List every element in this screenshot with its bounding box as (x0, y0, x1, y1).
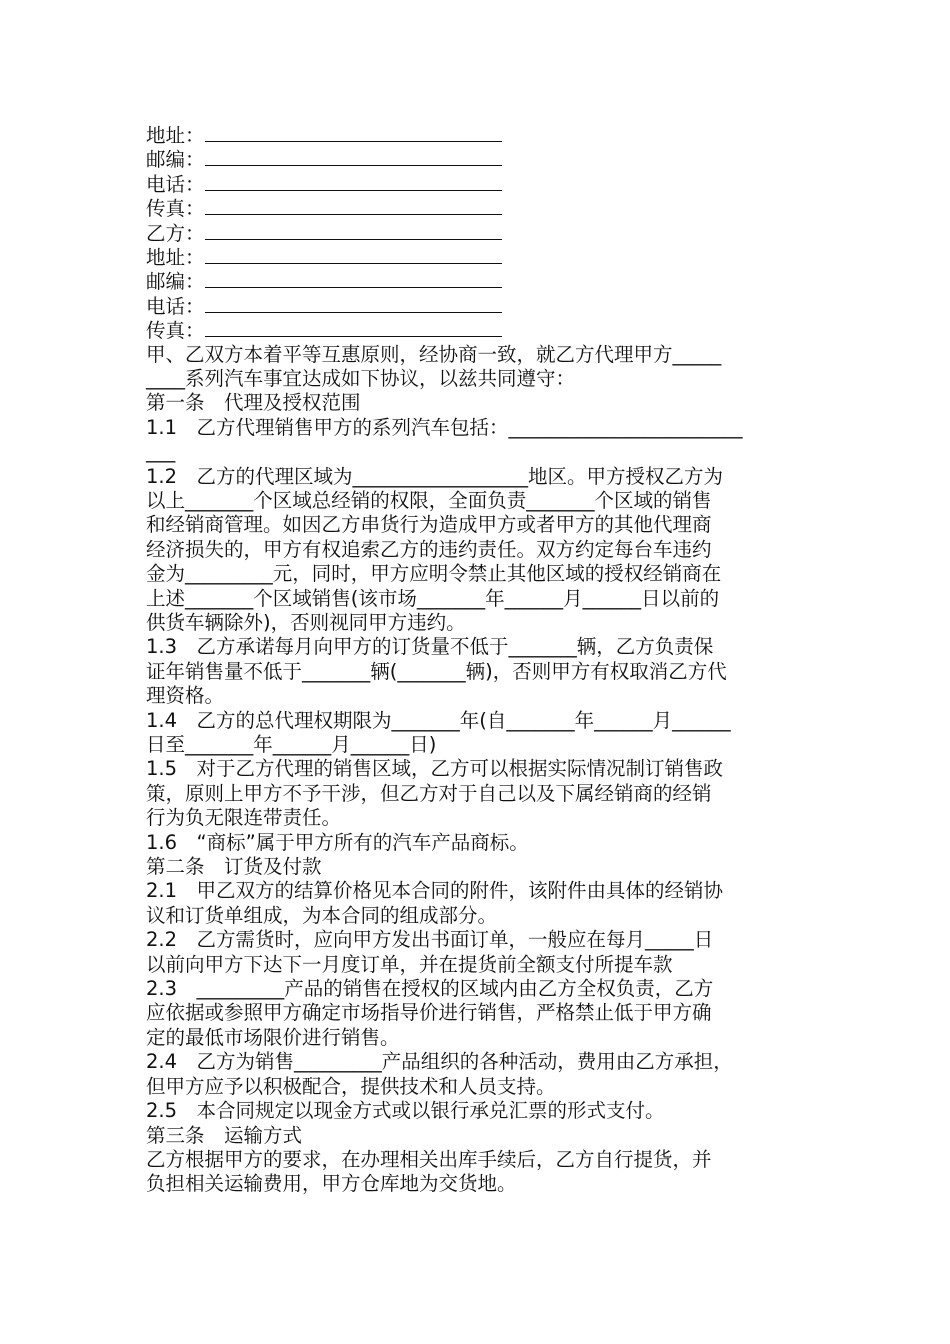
field-label: 邮编： (146, 148, 205, 172)
clause-line: 负担相关运输费用，甲方仓库地为交货地。 (146, 1172, 517, 1196)
clause-line: 但甲方应予以积极配合，提供技术和人员支持。 (146, 1074, 556, 1098)
clause-line: 行为负无限连带责任。 (146, 806, 342, 830)
article-heading: 第一条 代理及授权范围 (146, 391, 361, 415)
intro-line: ____系列汽车事宜达成如下协议，以兹共同遵守： (146, 366, 576, 390)
clause-line: 2.3 _________产品的销售在授权的区域内由乙方全权负责，乙方 (146, 977, 714, 1001)
field-label: 电话： (146, 294, 205, 318)
clause-line: 以上_______个区域总经销的权限，全面负责_______个区域的销售 (146, 488, 712, 512)
clause-line: ___ (146, 440, 176, 464)
field-label: 地址： (146, 124, 205, 147)
clause-line: 供货车辆除外)，否则视同甲方违约。 (146, 610, 466, 634)
clause-line: 1.5 对于乙方代理的销售区域，乙方可以根据实际情况制订销售政 (146, 757, 724, 781)
party-field-row (146, 123, 806, 147)
field-label: 传真： (146, 197, 205, 221)
field-label: 邮编： (146, 270, 205, 294)
article-heading: 第三条 运输方式 (146, 1123, 303, 1147)
party-field-row (146, 318, 806, 342)
clause-line: 2.5 本合同规定以现金方式或以银行承兑汇票的形式支付。 (146, 1099, 665, 1123)
clause-line: 理资格。 (146, 684, 225, 708)
intro-line: 甲、乙双方本着平等互惠原则，经协商一致，就乙方代理甲方_____ (146, 342, 722, 366)
fill-in-blank (205, 294, 502, 313)
clause-line: 1.3 乙方承诺每月向甲方的订货量不低于_______辆，乙方负责保 (146, 635, 714, 659)
clause-line: 应依据或参照甲方确定市场指导价进行销售，严格禁止低于甲方确 (146, 1001, 712, 1025)
clause-line: 日至_______年______月______日) (146, 733, 437, 757)
party-field-row (146, 172, 806, 196)
fill-in-blank (205, 147, 502, 166)
clause-line: 经济损失的，甲方有权追索乙方的违约责任。双方约定每台车违约 (146, 537, 712, 561)
party-field-row (146, 196, 806, 220)
clause-line: 证年销售量不低于_______辆(_______辆)，否则甲方有权取消乙方代 (146, 659, 727, 683)
fill-in-blank (205, 123, 502, 142)
clause-line: 策，原则上甲方不予干涉，但乙方对于自己以及下属经销商的经销 (146, 781, 712, 805)
field-label: 电话： (146, 172, 205, 196)
article-heading: 第二条 订货及付款 (146, 855, 322, 879)
clause-line: 2.1 甲乙双方的结算价格见本合同的附件，该附件由具体的经销协 (146, 879, 724, 903)
field-label: 地址： (146, 245, 205, 269)
party-field-row (146, 147, 806, 171)
clause-line: 以前向甲方下达下一月度订单，并在提货前全额支付所提车款 (146, 952, 673, 976)
party-field-row (146, 245, 806, 269)
party-field-row (146, 221, 806, 245)
clause-line: 1.6 “商标”属于甲方所有的汽车产品商标。 (146, 830, 529, 854)
party-field-row (146, 269, 806, 293)
clause-line: 定的最低市场限价进行销售。 (146, 1025, 400, 1049)
clause-line: 议和订货单组成，为本合同的组成部分。 (146, 903, 498, 927)
clause-line: 1.4 乙方的总代理权期限为_______年(自_______年______月______ (146, 708, 731, 732)
fill-in-blank (205, 318, 502, 337)
party-field-row (146, 294, 806, 318)
fill-in-blank (205, 172, 502, 191)
clause-line: 2.2 乙方需货时，应向甲方发出书面订单，一般应在每月_____日 (146, 928, 714, 952)
party-info-block (146, 123, 806, 343)
clause-line: 上述_______个区域销售(该市场_______年______月______日以前的 (146, 586, 720, 610)
fill-in-blank (205, 269, 502, 288)
contract-text-block (146, 343, 806, 1197)
fill-in-blank (205, 245, 502, 264)
clause-line: 1.1 乙方代理销售甲方的系列汽车包括：________________________ (146, 415, 743, 439)
clause-line: 金为_________元，同时，甲方应明令禁止其他区域的授权经销商在 (146, 562, 722, 586)
field-label: 传真： (146, 319, 205, 343)
fill-in-blank (205, 221, 502, 240)
clause-line: 1.2 乙方的代理区域为__________________地区。甲方授权乙方为 (146, 464, 724, 488)
clause-line: 乙方根据甲方的要求，在办理相关出库手续后，乙方自行提货，并 (146, 1147, 712, 1171)
clause-line: 和经销商管理。如因乙方串货行为造成甲方或者甲方的其他代理商 (146, 513, 712, 537)
field-label: 乙方： (146, 221, 205, 245)
clause-line: 2.4 乙方为销售_________产品组织的各种活动，费用由乙方承担， (146, 1050, 733, 1074)
contract-body (146, 123, 806, 1197)
fill-in-blank (205, 196, 502, 215)
